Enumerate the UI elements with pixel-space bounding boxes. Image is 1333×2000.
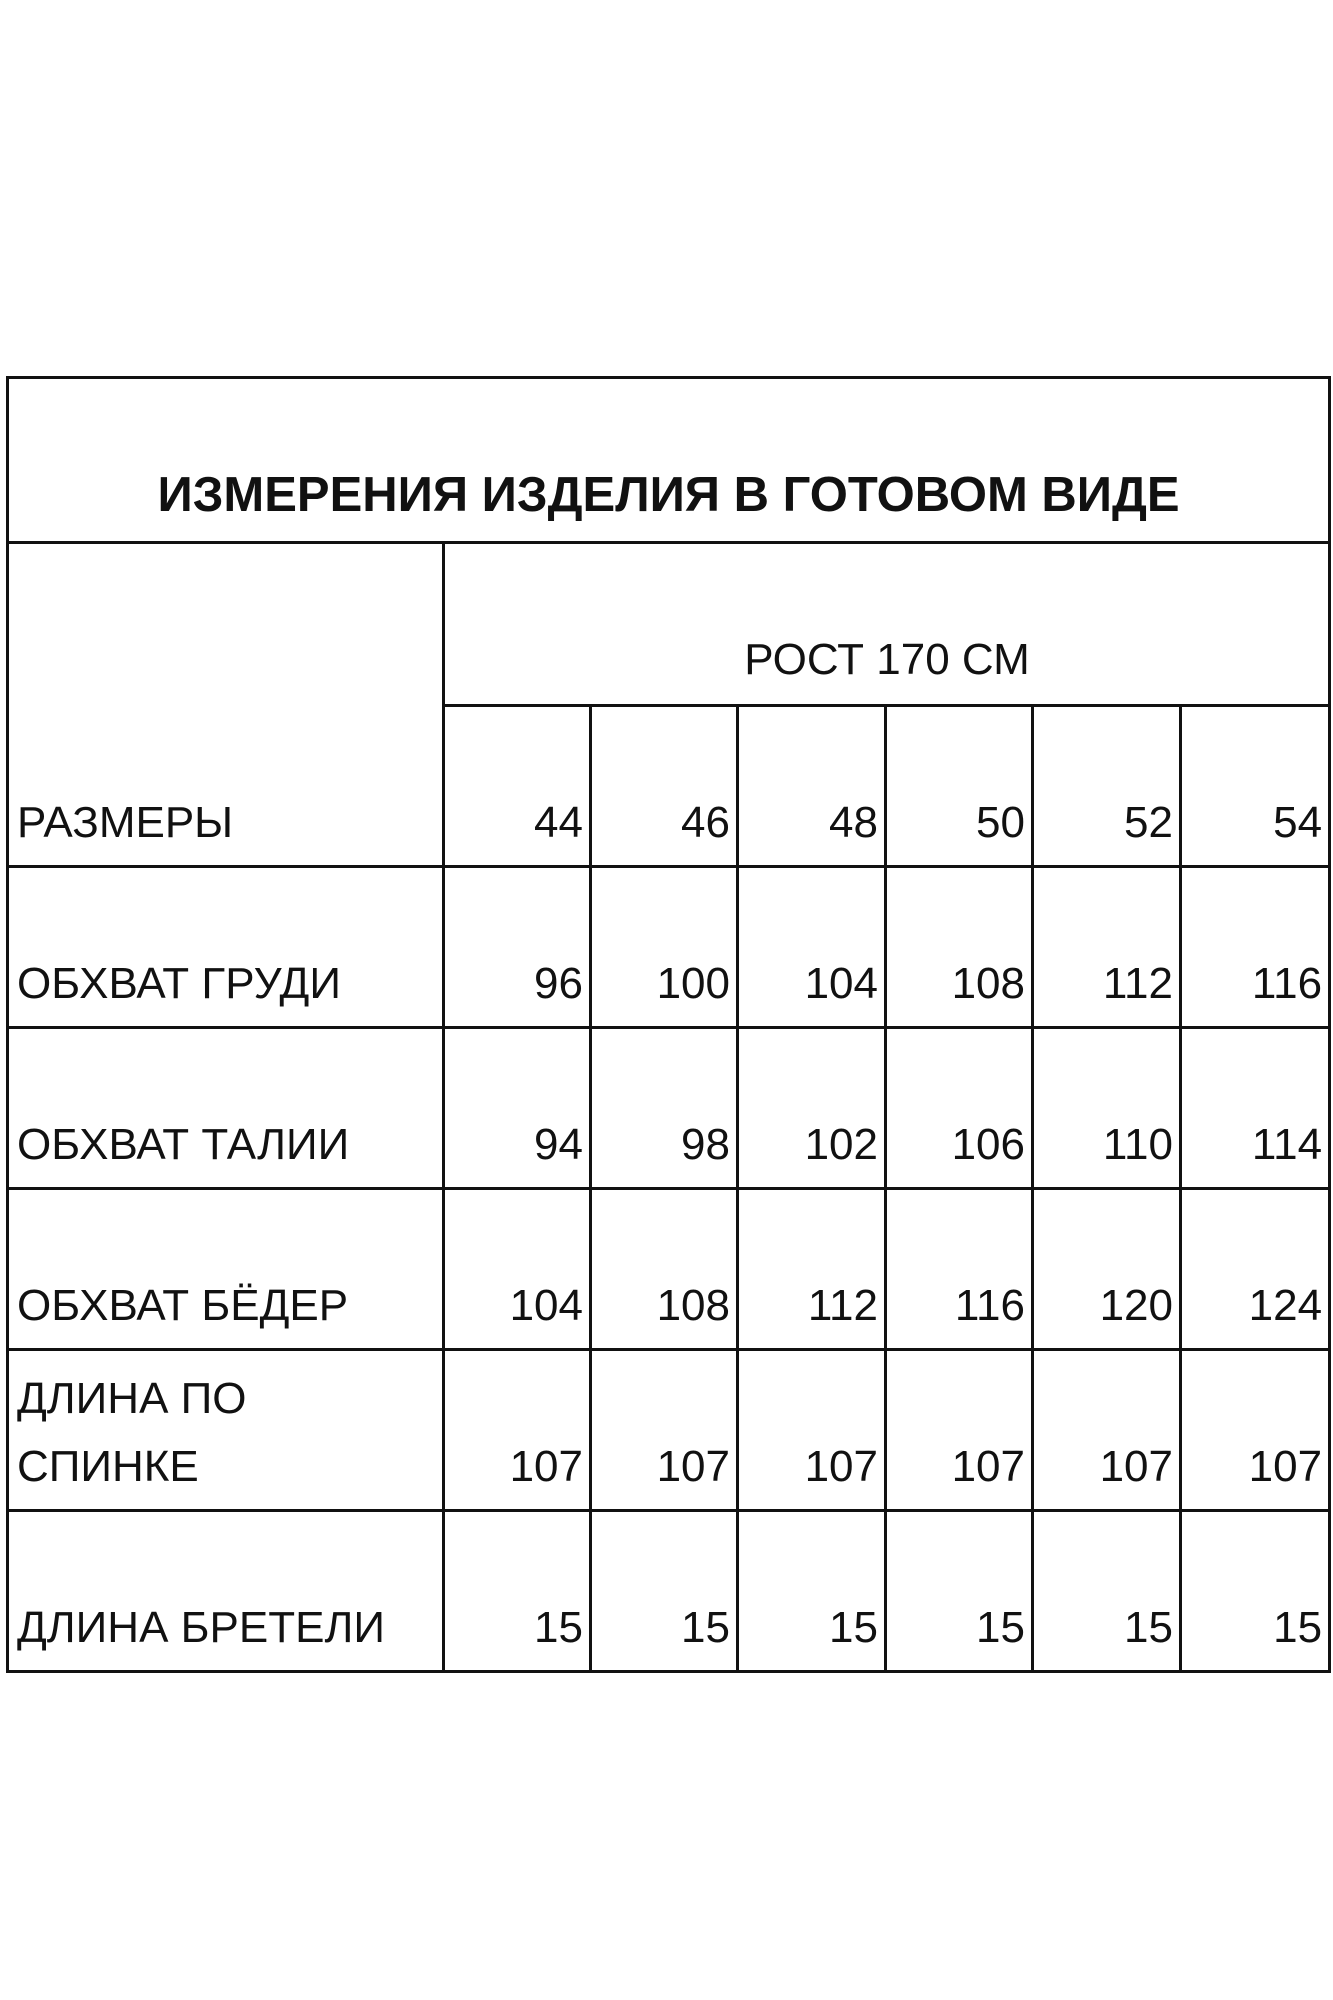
- table-cell: 94: [444, 1028, 591, 1189]
- row-label: ОБХВАТ ГРУДИ: [8, 867, 444, 1028]
- table-cell: 96: [444, 867, 591, 1028]
- size-52: 52: [1033, 706, 1181, 867]
- table-cell: 100: [591, 867, 738, 1028]
- table-cell: 15: [738, 1511, 886, 1672]
- size-44: 44: [444, 706, 591, 867]
- table-title: ИЗМЕРЕНИЯ ИЗДЕЛИЯ В ГОТОВОМ ВИДЕ: [8, 378, 1330, 543]
- height-label: РОСТ 170 СМ: [444, 543, 1330, 706]
- table-cell: 107: [1033, 1350, 1181, 1511]
- sizes-label: РАЗМЕРЫ: [8, 543, 444, 867]
- table-cell: 112: [738, 1189, 886, 1350]
- row-label: ОБХВАТ ТАЛИИ: [8, 1028, 444, 1189]
- size-chart-table: [6, 376, 1331, 1673]
- size-54: 54: [1181, 706, 1330, 867]
- table-cell: 116: [886, 1189, 1033, 1350]
- table-cell: 104: [738, 867, 886, 1028]
- height-row: [8, 543, 1330, 706]
- table-row-hips: [8, 1189, 1330, 1350]
- table-cell: 107: [444, 1350, 591, 1511]
- table-cell: 15: [444, 1511, 591, 1672]
- row-label: ОБХВАТ БЁДЕР: [8, 1189, 444, 1350]
- table-cell: 107: [738, 1350, 886, 1511]
- table-cell: 112: [1033, 867, 1181, 1028]
- row-label: ДЛИНА ПО СПИНКЕ: [8, 1350, 444, 1511]
- table-cell: 15: [1181, 1511, 1330, 1672]
- size-46: 46: [591, 706, 738, 867]
- table-cell: 108: [591, 1189, 738, 1350]
- table-cell: 114: [1181, 1028, 1330, 1189]
- table-row-chest: [8, 867, 1330, 1028]
- table-row-back-length: [8, 1350, 1330, 1511]
- table-cell: 15: [886, 1511, 1033, 1672]
- table-cell: 107: [591, 1350, 738, 1511]
- table-row-strap-length: [8, 1511, 1330, 1672]
- table-cell: 116: [1181, 867, 1330, 1028]
- table-cell: 124: [1181, 1189, 1330, 1350]
- table-cell: 102: [738, 1028, 886, 1189]
- table-cell: 107: [886, 1350, 1033, 1511]
- table-cell: 104: [444, 1189, 591, 1350]
- table-cell: 106: [886, 1028, 1033, 1189]
- table-cell: 107: [1181, 1350, 1330, 1511]
- size-50: 50: [886, 706, 1033, 867]
- table-cell: 15: [1033, 1511, 1181, 1672]
- table-cell: 98: [591, 1028, 738, 1189]
- table-cell: 120: [1033, 1189, 1181, 1350]
- table-cell: 110: [1033, 1028, 1181, 1189]
- size-48: 48: [738, 706, 886, 867]
- table-cell: 15: [591, 1511, 738, 1672]
- row-label: ДЛИНА БРЕТЕЛИ: [8, 1511, 444, 1672]
- table-cell: 108: [886, 867, 1033, 1028]
- table-row-waist: [8, 1028, 1330, 1189]
- title-row: [8, 378, 1330, 543]
